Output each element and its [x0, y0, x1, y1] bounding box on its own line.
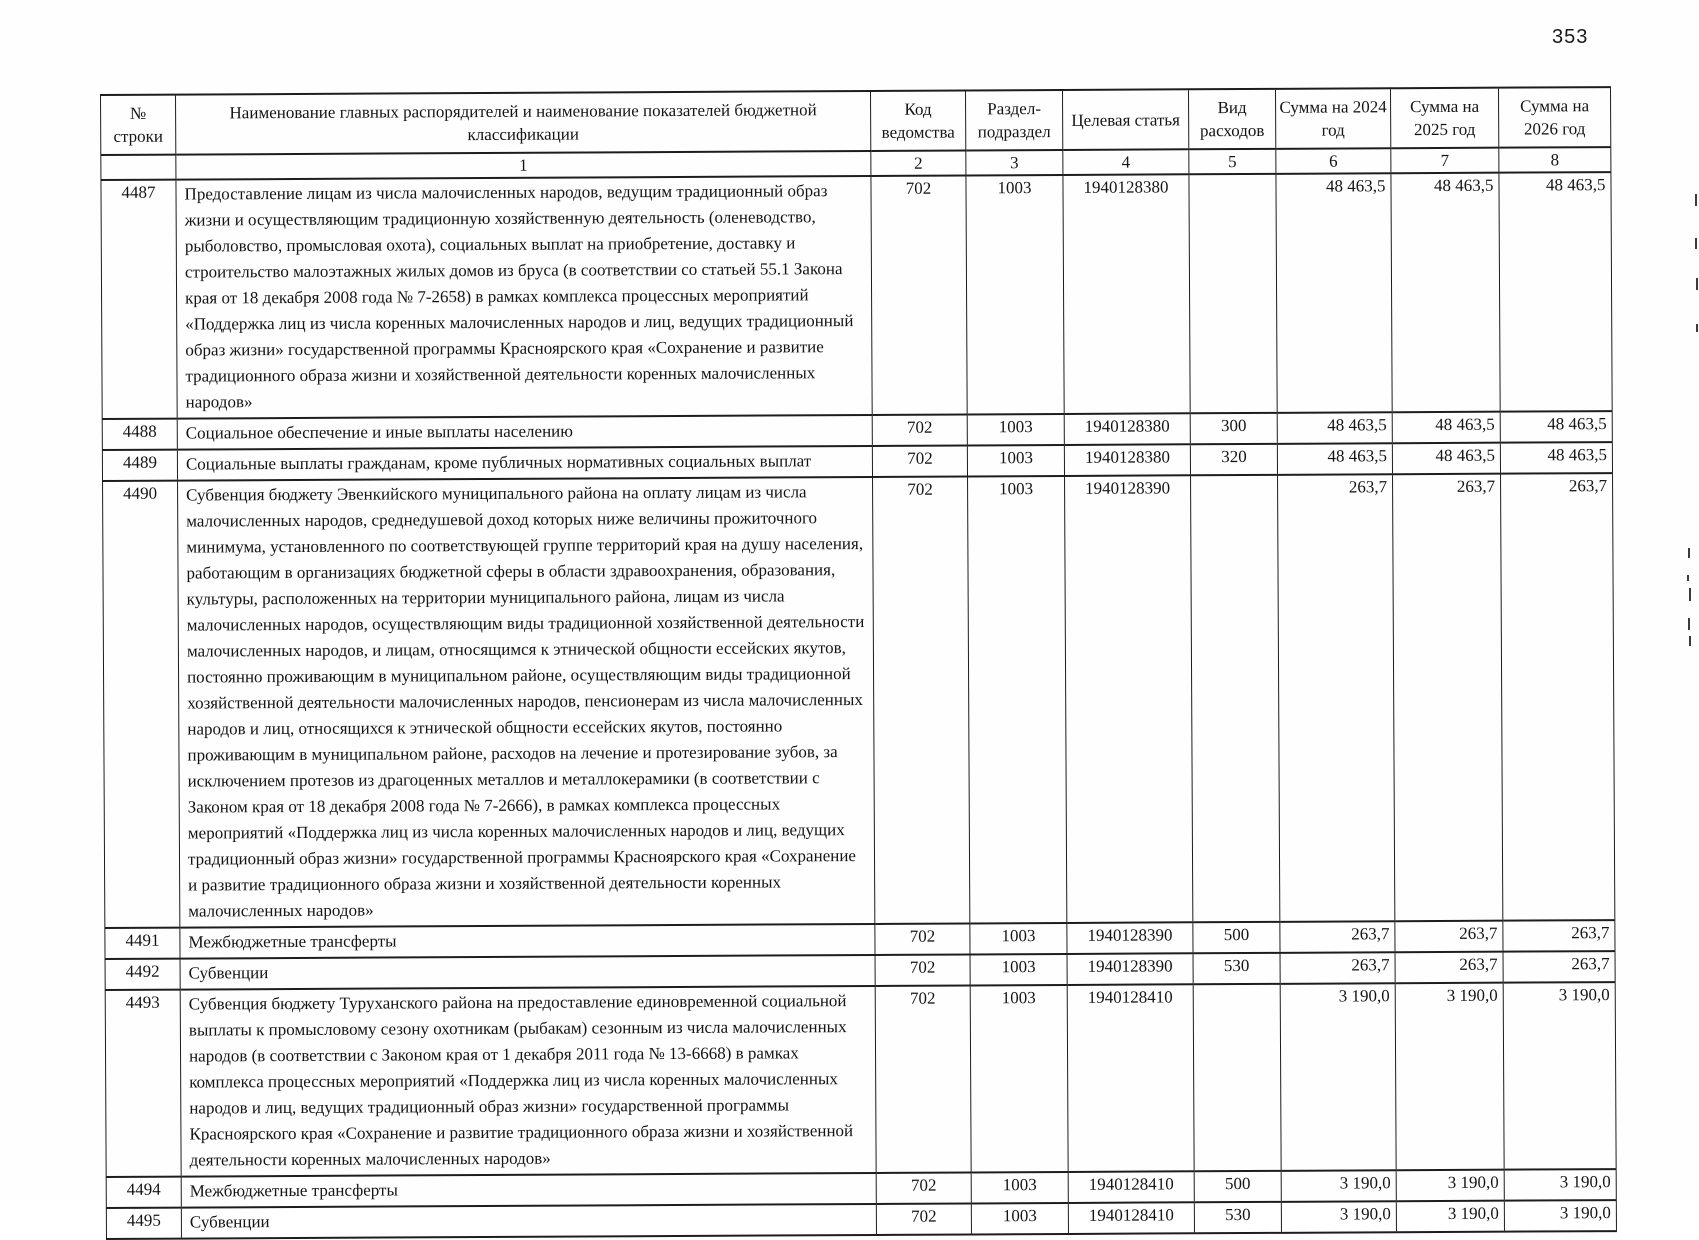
- sum-2026-cell: 263,7: [1503, 920, 1615, 952]
- razdel-podrazdel-cell: 1003: [971, 1203, 1068, 1235]
- vedomstvo-code-cell: 702: [875, 954, 970, 985]
- razdel-podrazdel-cell: 1003: [967, 414, 1064, 446]
- scan-speck: [1696, 278, 1698, 290]
- target-article-cell: 1940128380: [1064, 444, 1190, 476]
- target-article-cell: 1940128410: [1068, 1202, 1194, 1234]
- name-cell: Предоставление лицам из числа малочисленных народов, ведущим традиционный образ жизни и осуществляющим традиционную хозяйственную деятельность (оленеводство, рыболовство, промысловая охота), социальных выплат на приобретение, доставку и строительство малоэтажных жилых домов из бруса (в соответствии со статьей 55.1 Закона края от 18 декабря 2008 года № 7-2658) в рамках комплекса процессных мероприятий «Поддержка лиц из числа коренных малочисленных народов и лиц, ведущих традиционный образ жизни» государственной программы Красноярского края «Сохранение и развитие традиционного образа жизни и хозяйственной деятельности коренных малочисленных народов»: [176, 176, 872, 419]
- sum-2025-cell: 263,7: [1395, 921, 1503, 953]
- row-number-cell: 4489: [102, 450, 177, 481]
- target-article-cell: 1940128380: [1064, 413, 1190, 445]
- scan-speck: [1688, 548, 1690, 558]
- target-article-cell: 1940128410: [1067, 984, 1194, 1172]
- header-razdel-podrazdel: Раздел-подраздел: [965, 90, 1062, 151]
- name-cell: Субвенции: [180, 955, 875, 990]
- scan-speck: [1695, 238, 1697, 249]
- target-article-cell: 1940128410: [1068, 1171, 1194, 1203]
- table-row: [105, 982, 1616, 1177]
- table-row: [103, 473, 1615, 928]
- sum-2025-cell: 263,7: [1395, 952, 1503, 984]
- budget-table-container: [100, 86, 1618, 1240]
- target-article-cell: 1940128380: [1063, 174, 1190, 414]
- column-number: 4: [1063, 149, 1189, 175]
- name-cell: Субвенция бюджету Эвенкийского муниципального района на оплату лицам из числа малочисленных народов, среднедушевой доход которых ниже величины прожиточного минимума, установленного по соответствующей группе территорий края на душу населения, работающим в организациях бюджетной сферы в области здравоохранения, образования, культуры, расположенных на территории муниципального района, лицам из числа малочисленных народов, осуществляющим виды традиционной хозяйственной деятельности малочисленных народов, и лицам, относящимся к этнической общности ессейских якутов, постоянно проживающим в муниципальном районе, осуществляющим виды традиционной хозяйственной деятельности малочисленных народов, пенсионерам из числа малочисленных народов и лиц, относящихся к этнической общности ессейских якутов, постоянно проживающим в муниципальном районе, расходов на лечение и протезирование зубов, за исключением протезов из драгоценных металлов и металлокерамики (в соответствии с Законом края от 18 декабря 2008 года № 7-2666), в рамках комплекса процессных мероприятий «Поддержка лиц из числа коренных малочисленных народов и лиц, ведущих традиционный образ жизни» государственной программы Красноярского края «Сохранение и развитие традиционного образа жизни и хозяйственной деятельности коренных малочисленных народов»: [178, 477, 875, 928]
- row-number-cell: 4494: [106, 1177, 181, 1208]
- vedomstvo-code-cell: 702: [876, 1172, 971, 1203]
- sum-2025-cell: 3 190,0: [1395, 983, 1504, 1171]
- sum-2025-cell: 3 190,0: [1396, 1170, 1504, 1202]
- expense-type-cell: 320: [1190, 444, 1277, 475]
- table-header: [101, 87, 1611, 180]
- razdel-podrazdel-cell: 1003: [968, 476, 1067, 924]
- header-sum-2025: Сумма на 2025 год: [1390, 88, 1498, 149]
- expense-type-cell: [1193, 984, 1281, 1171]
- expense-type-cell: 530: [1193, 953, 1280, 984]
- vedomstvo-code-cell: 702: [876, 1203, 971, 1234]
- name-cell: Социальное обеспечение и иные выплаты населению: [177, 415, 872, 450]
- sum-2024-cell: 3 190,0: [1281, 1201, 1396, 1233]
- vedomstvo-code-cell: 702: [871, 175, 967, 414]
- sum-2026-cell: 263,7: [1503, 951, 1615, 983]
- expense-type-cell: 500: [1193, 922, 1280, 953]
- scan-speck: [1689, 636, 1691, 646]
- sum-2024-cell: 48 463,5: [1277, 443, 1392, 475]
- row-number-cell: 4487: [101, 180, 177, 419]
- sum-2024-cell: 263,7: [1280, 952, 1395, 984]
- sum-2024-cell: 3 190,0: [1281, 1170, 1396, 1202]
- name-cell: Социальные выплаты гражданам, кроме публичных нормативных социальных выплат: [177, 446, 872, 481]
- row-number-cell: 4495: [106, 1208, 181, 1239]
- expense-type-cell: 530: [1194, 1202, 1281, 1233]
- name-cell: Субвенции: [181, 1204, 876, 1239]
- column-number: 1: [176, 151, 871, 180]
- vedomstvo-code-cell: 702: [875, 985, 971, 1172]
- name-cell: Межбюджетные трансферты: [181, 1173, 876, 1208]
- sum-2025-cell: 263,7: [1393, 474, 1503, 922]
- sum-2025-cell: 3 190,0: [1396, 1201, 1504, 1233]
- header-expense-type: Вид расходов: [1188, 89, 1275, 149]
- sum-2025-cell: 48 463,5: [1391, 173, 1500, 413]
- header-sum-2024: Сумма на 2024 год: [1275, 88, 1390, 149]
- expense-type-cell: [1189, 174, 1277, 413]
- expense-type-cell: 300: [1190, 413, 1277, 444]
- name-cell: Субвенция бюджету Туруханского района на предоставление единовременной социальной выплаты к промысловому сезону охотникам (рыбакам) сезонным из числа малочисленных народов (в соответствии с Законом края от 1 декабря 2011 года № 13-6668) в рамках комплекса процессных мероприятий «Поддержка лиц из числа коренных малочисленных народов и лиц, ведущих традиционный образ жизни» государственной программы Красноярского края «Сохранение и развитие традиционного образа жизни и хозяйственной деятельности коренных малочисленных народов»: [180, 986, 876, 1177]
- sum-2026-cell: 48 463,5: [1500, 411, 1612, 443]
- page-number: 353: [1552, 26, 1589, 48]
- target-article-cell: 1940128390: [1067, 922, 1193, 954]
- razdel-podrazdel-cell: 1003: [967, 445, 1064, 477]
- budget-table: [100, 86, 1617, 1240]
- row-number-cell: 4492: [105, 959, 180, 990]
- scan-speck: [1696, 324, 1698, 332]
- razdel-podrazdel-cell: 1003: [970, 985, 1068, 1173]
- target-article-cell: 1940128390: [1065, 475, 1193, 923]
- header-row-number: № строки: [101, 95, 176, 155]
- sum-2024-cell: 48 463,5: [1277, 412, 1392, 444]
- name-cell: Межбюджетные трансферты: [180, 924, 875, 959]
- row-number-cell: 4491: [105, 928, 180, 959]
- sum-2026-cell: 3 190,0: [1504, 1169, 1616, 1201]
- row-number-cell: 4490: [103, 481, 180, 928]
- sum-2024-cell: 263,7: [1278, 474, 1395, 922]
- sum-2024-cell: 263,7: [1280, 921, 1395, 953]
- sum-2025-cell: 48 463,5: [1392, 412, 1500, 444]
- vedomstvo-code-cell: 702: [872, 445, 967, 476]
- sum-2024-cell: 3 190,0: [1280, 983, 1396, 1171]
- column-number: 5: [1189, 149, 1276, 174]
- scan-speck: [1689, 588, 1691, 601]
- expense-type-cell: 500: [1194, 1171, 1281, 1202]
- row-number-cell: 4488: [102, 419, 177, 450]
- sum-2026-cell: 48 463,5: [1500, 442, 1612, 474]
- sum-2026-cell: 3 190,0: [1504, 1200, 1616, 1232]
- column-number: 7: [1391, 148, 1499, 174]
- razdel-podrazdel-cell: 1003: [971, 1172, 1068, 1204]
- table-row: [106, 1200, 1616, 1239]
- vedomstvo-code-cell: 702: [875, 923, 970, 954]
- column-number: 2: [871, 150, 966, 175]
- sum-2026-cell: 48 463,5: [1499, 172, 1612, 412]
- header-row: [101, 87, 1611, 155]
- column-number: 8: [1499, 147, 1611, 173]
- sum-2026-cell: 263,7: [1501, 473, 1615, 921]
- vedomstvo-code-cell: 702: [872, 414, 967, 445]
- header-name: Наименование главных распорядителей и наименование показателей бюджетной классификации: [176, 91, 871, 155]
- scan-speck: [1695, 194, 1697, 206]
- target-article-cell: 1940128390: [1067, 953, 1193, 985]
- scan-speck: [1688, 618, 1690, 630]
- header-target-article: Целевая статья: [1062, 89, 1188, 150]
- table-body: [101, 172, 1617, 1239]
- row-number-cell: 4493: [105, 990, 181, 1177]
- razdel-podrazdel-cell: 1003: [970, 954, 1067, 986]
- expense-type-cell: [1191, 475, 1280, 922]
- table-row: [101, 172, 1612, 419]
- header-sum-2026: Сумма на 2026 год: [1498, 87, 1610, 148]
- sum-2026-cell: 3 190,0: [1503, 982, 1616, 1170]
- sum-2025-cell: 48 463,5: [1392, 443, 1500, 475]
- vedomstvo-code-cell: 702: [873, 476, 970, 923]
- razdel-podrazdel-cell: 1003: [966, 175, 1064, 415]
- razdel-podrazdel-cell: 1003: [970, 923, 1067, 955]
- column-number: [101, 155, 176, 180]
- header-vedomstvo-code: Код ведомства: [870, 90, 965, 150]
- column-number: 6: [1276, 148, 1391, 174]
- sum-2024-cell: 48 463,5: [1276, 173, 1392, 413]
- scan-speck: [1687, 575, 1689, 581]
- column-number: 3: [966, 150, 1063, 176]
